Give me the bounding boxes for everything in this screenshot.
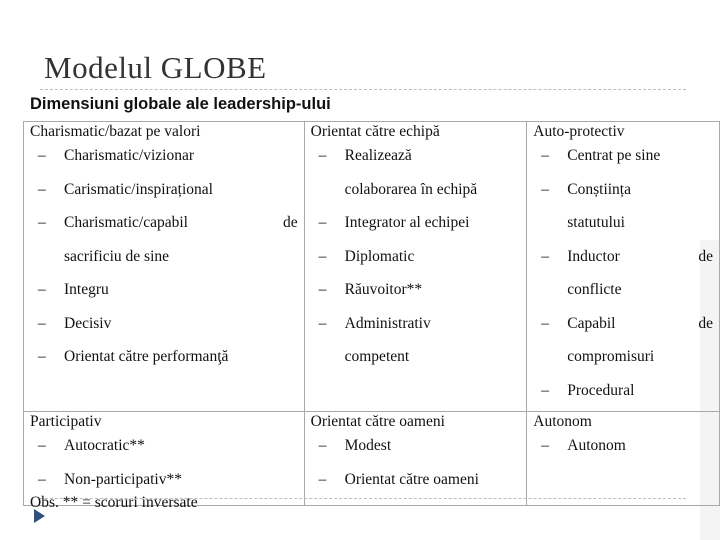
dimension-header: Autonom — [533, 413, 592, 430]
list-item: – Charismatic/capabil de — [38, 214, 298, 231]
bullet-arrow-icon — [34, 509, 45, 523]
slide-title: Modelul GLOBE — [44, 50, 267, 85]
list-item: – Orientat către performanţă — [38, 348, 229, 365]
list-item: – Orientat către oameni — [318, 470, 479, 488]
table-cell-self-protective — [527, 122, 720, 412]
title-divider — [40, 89, 686, 90]
table-cell-humane-oriented — [304, 412, 527, 506]
table-cell-charismatic — [24, 122, 305, 412]
list-item-continuation: conflicte — [567, 281, 622, 298]
dimension-header: Orientat către oameni — [310, 413, 445, 430]
table-cell-participative — [24, 412, 305, 506]
globe-dimensions-table — [23, 121, 720, 506]
list-item: – Diplomatic — [318, 247, 415, 265]
list-item-continuation: competent — [344, 348, 410, 365]
table-row — [24, 412, 720, 506]
list-item: – Răuvoitor** — [318, 281, 423, 298]
list-item-continuation: compromisuri — [567, 348, 655, 365]
dimension-header: Auto-protectiv — [533, 123, 625, 140]
list-item: – Centrat pe sine — [541, 147, 661, 164]
list-item-continuation: statutului — [567, 214, 625, 231]
list-item-continuation: colaborarea în echipă — [344, 180, 478, 198]
table-cell-team-oriented — [304, 122, 527, 412]
list-item: – Capabil de — [541, 314, 713, 332]
list-item: – Non-participativ** — [38, 470, 182, 488]
list-item: – Autocratic** — [38, 437, 145, 454]
table-row — [24, 122, 720, 412]
list-item: – Carismatic/inspirațional — [38, 180, 213, 198]
list-item-continuation: sacrificiu de sine — [64, 247, 170, 265]
list-item: – Administrativ — [318, 314, 431, 332]
table-note: Obs. ** = scoruri inversate — [30, 494, 198, 511]
list-item: – Decisiv — [38, 314, 112, 332]
list-item: – Inductor de — [541, 247, 713, 265]
list-item: – Charismatic/vizionar — [38, 147, 194, 164]
table-cell-autonomous — [527, 412, 720, 506]
list-item: – Modest — [318, 437, 392, 454]
list-item: – Procedural — [541, 381, 635, 399]
dimension-header: Participativ — [30, 413, 102, 430]
dimension-header: Orientat către echipă — [310, 123, 440, 140]
dimension-header: Charismatic/bazat pe valori — [30, 123, 201, 140]
list-item: – Conștiința — [541, 180, 631, 198]
list-item: – Autonom — [541, 437, 626, 454]
table-heading: Dimensiuni globale ale leadership-ului — [30, 95, 331, 113]
list-item: – Integru — [38, 281, 109, 298]
list-item: – Integrator al echipei — [318, 214, 470, 231]
list-item: – Realizează — [318, 147, 412, 164]
